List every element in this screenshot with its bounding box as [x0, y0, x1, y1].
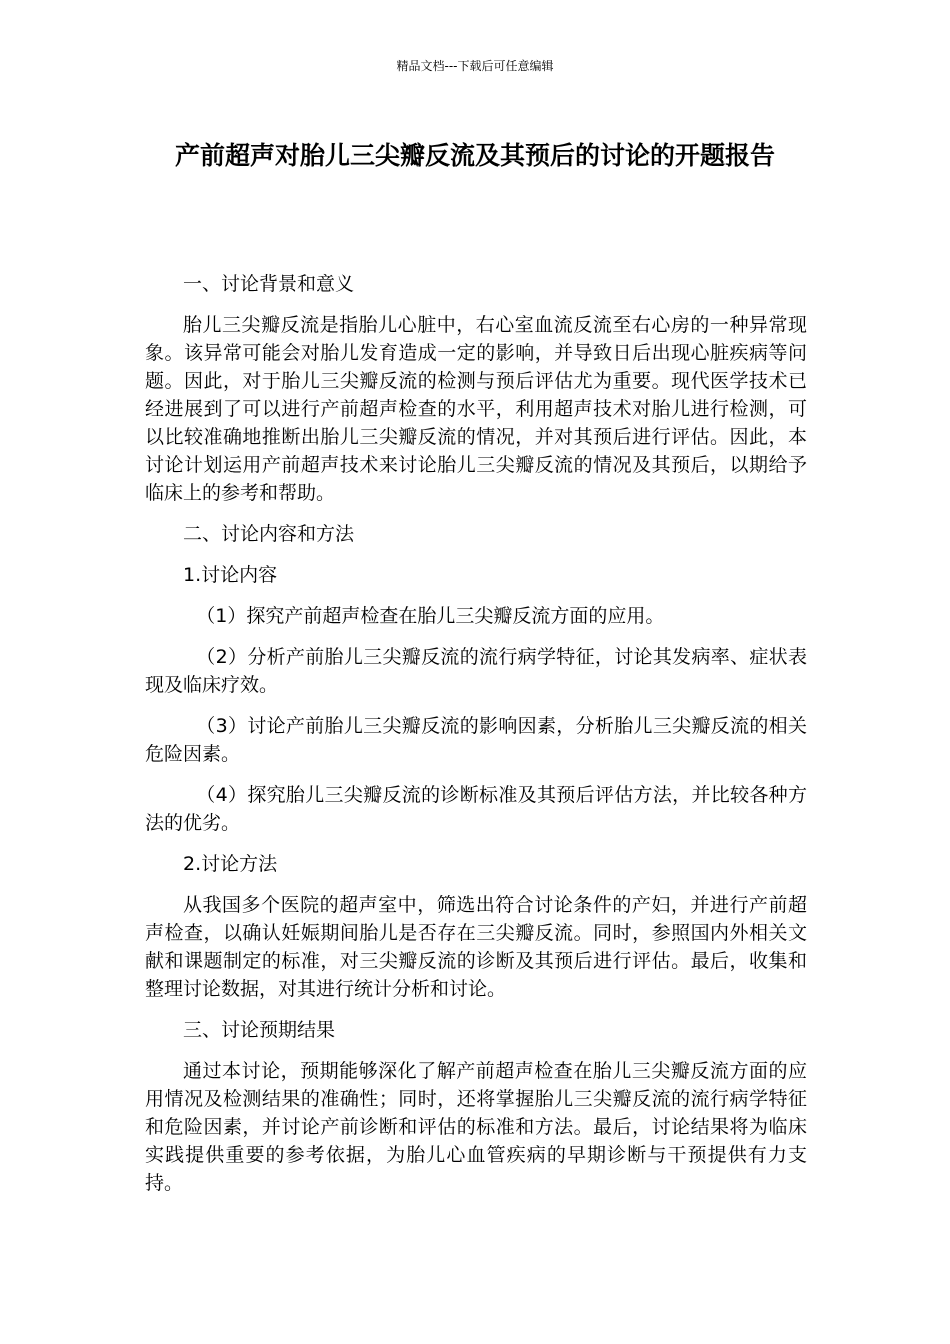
subheading-content: 1.讨论内容 [183, 564, 278, 586]
paragraph-expected-results: 通过本讨论，预期能够深化了解产前超声检查在胎儿三尖瓣反流方面的应用情况及检测结果的准确性；同时，还将掌握胎儿三尖瓣反流的流行病学特征和危险因素，并讨论产前诊断和评估的标准和方法。最后，讨论结果将为临床实践提供重要的参考依据，为胎儿心血管疾病的早期诊断与干预提供有力支持。 [145, 1060, 807, 1194]
paragraph-methods: 从我国多个医院的超声室中，筛选出符合讨论条件的产妇，并进行产前超声检查，以确认妊娠期间胎儿是否存在三尖瓣反流。同时，参照国内外相关文献和课题制定的标准，对三尖瓣反流的诊断及其预后进行评估。最后，收集和整理讨论数据，对其进行统计分析和讨论。 [145, 894, 807, 1000]
subheading-methods: 2.讨论方法 [183, 853, 278, 875]
list-item: （3）讨论产前胎儿三尖瓣反流的影响因素，分析胎儿三尖瓣反流的相关危险因素。 [145, 715, 807, 765]
section-heading-background: 一、讨论背景和意义 [183, 273, 355, 295]
section-heading-content-methods: 二、讨论内容和方法 [183, 523, 355, 545]
paragraph-background: 胎儿三尖瓣反流是指胎儿心脏中，右心室血流反流至右心房的一种异常现象。该异常可能会对胎儿发育造成一定的影响，并导致日后出现心脏疾病等问题。因此，对于胎儿三尖瓣反流的检测与预后评估尤为重要。现代医学技术已经进展到了可以进行产前超声检查的水平，利用超声技术对胎儿进行检测，可以比较准确地推断出胎儿三尖瓣反流的情况，并对其预后进行评估。因此，本讨论计划运用产前超声技术来讨论胎儿三尖瓣反流的情况及其预后，以期给予临床上的参考和帮助。 [145, 314, 807, 504]
list-item: （4）探究胎儿三尖瓣反流的诊断标准及其预后评估方法，并比较各种方法的优劣。 [145, 784, 807, 834]
page-header: 精品文档---下载后可任意编辑 [396, 59, 554, 73]
document-title: 产前超声对胎儿三尖瓣反流及其预后的讨论的开题报告 [174, 141, 775, 170]
list-item: （1）探究产前超声检查在胎儿三尖瓣反流方面的应用。 [196, 605, 665, 627]
section-heading-expected-results: 三、讨论预期结果 [183, 1019, 336, 1041]
list-item: （2）分析产前胎儿三尖瓣反流的流行病学特征，讨论其发病率、症状表现及临床疗效。 [145, 646, 807, 696]
document-body [145, 270, 807, 1210]
